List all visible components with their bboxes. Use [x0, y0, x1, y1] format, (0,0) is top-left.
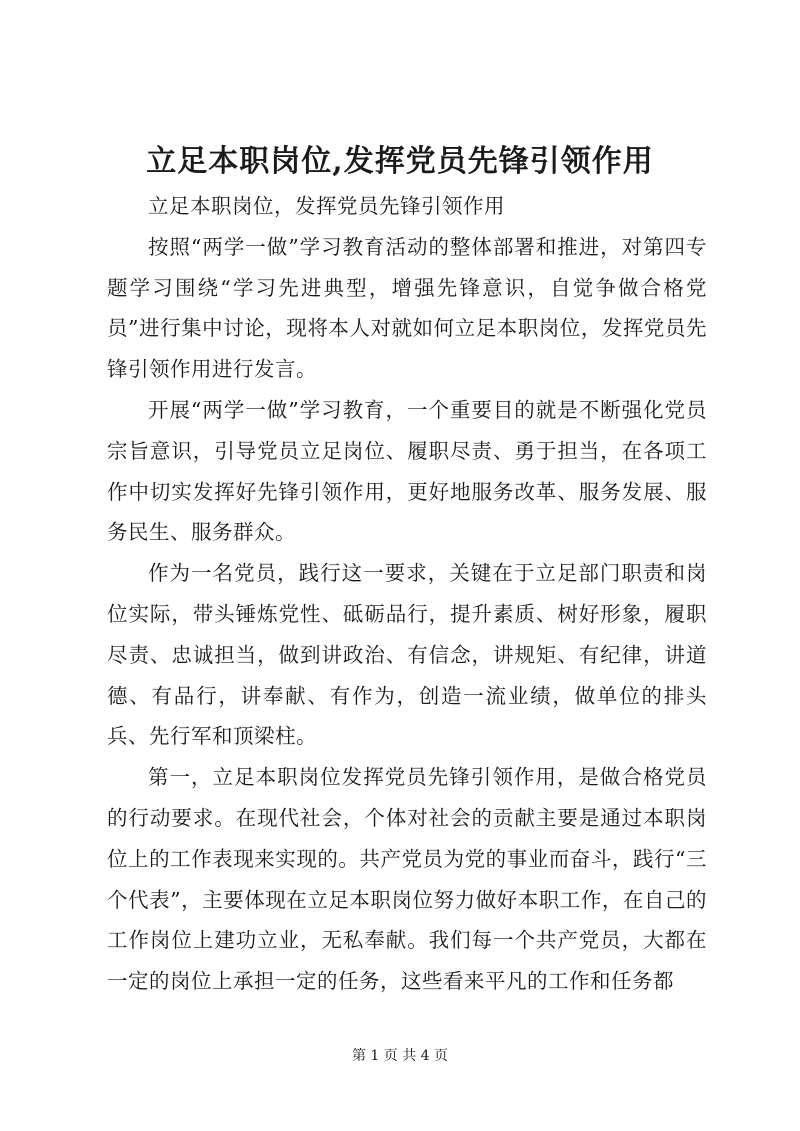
paragraph-first-point: 第一，立足本职岗位发挥党员先锋引领作用，是做合格党员的行动要求。在现代社会，个体对社会的贡献主要是通过本职岗位上的工作表现来实现的。共产党员为党的事业而奋斗，践行“三个代表”，主要体现在立足本职岗位努力做好本职工作，在自己的工作岗位上建功立业，无私奉献。我们每一个共产党员，大都在一定的岗位上承担一定的任务，这些看来平凡的工作和任务都	[107, 765, 707, 994]
page-number-footer: 第 1 页 共 4 页	[351, 1048, 449, 1064]
paragraph-purpose: 开展“两学一做”学习教育，一个重要目的就是不断强化党员宗旨意识，引导党员立足岗位、履职尽责、勇于担当，在各项工作中切实发挥好先锋引领作用，更好地服务改革、服务发展、服务民生、服务群众。	[107, 397, 707, 545]
paragraph-subtitle: 立足本职岗位，发挥党员先锋引领作用	[148, 194, 505, 218]
paragraph-intro: 按照“两学一做”学习教育活动的整体部署和推进，对第四专题学习围绕“学习先进典型，增强先锋意识，自觉争做合格党员”进行集中讨论，现将本人对就如何立足本职岗位，发挥党员先锋引领作用进行发言。	[107, 234, 707, 382]
paragraph-requirements: 作为一名党员，践行这一要求，关键在于立足部门职责和岗位实际，带头锤炼党性、砥砺品行，提升素质、树好形象，履职尽责、忠诚担当，做到讲政治、有信念，讲规矩、有纪律，讲道德、有品行，讲奉献、有作为，创造一流业绩，做单位的排头兵、先行军和顶梁柱。	[107, 561, 707, 749]
document-body	[107, 186, 707, 1002]
document-title: 立足本职岗位,发挥党员先锋引领作用	[146, 144, 654, 179]
